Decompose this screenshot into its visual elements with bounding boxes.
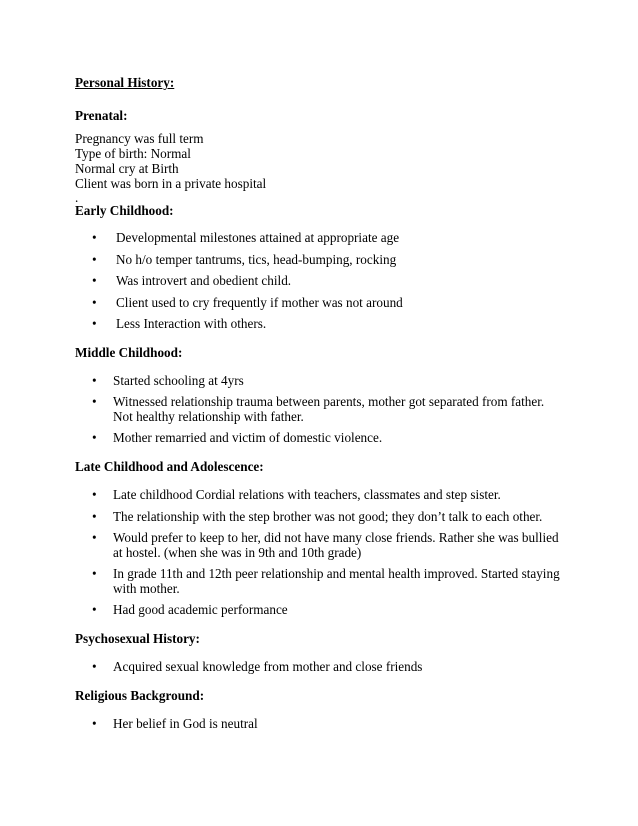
late-childhood-item: Had good academic performance xyxy=(113,602,288,617)
prenatal-line: Normal cry at Birth xyxy=(75,161,179,176)
prenatal-line: Pregnancy was full term xyxy=(75,131,204,146)
bullet: • xyxy=(92,509,97,524)
bullet: • xyxy=(92,373,97,388)
late-childhood-heading: Late Childhood and Adolescence: xyxy=(75,459,264,474)
prenatal-line: Client was born in a private hospital xyxy=(75,176,267,191)
middle-childhood-heading: Middle Childhood: xyxy=(75,345,183,360)
bullet: • xyxy=(92,530,97,545)
bullet: • xyxy=(92,487,97,502)
bullet: • xyxy=(92,659,97,674)
late-childhood-item: Late childhood Cordial relations with teachers, classmates and step sister. xyxy=(113,487,501,502)
bullet: • xyxy=(92,430,97,445)
prenatal-heading: Prenatal: xyxy=(75,108,128,123)
bullet: • xyxy=(92,316,97,331)
middle-childhood-item: Started schooling at 4yrs xyxy=(113,373,244,388)
bullet: • xyxy=(92,566,97,581)
early-childhood-heading: Early Childhood: xyxy=(75,203,174,218)
early-childhood-item: Developmental milestones attained at appropriate age xyxy=(116,230,400,245)
bullet: • xyxy=(92,602,97,617)
personal-history-heading: Personal History: xyxy=(75,75,175,90)
late-childhood-item: Would prefer to keep to her, did not have many close friends. Rather she was bullied at hostel. (when she was in 9th and 10th grade) xyxy=(113,530,559,560)
middle-childhood-item: Mother remarried and victim of domestic violence. xyxy=(113,430,383,445)
religious-heading: Religious Background: xyxy=(75,688,205,703)
late-childhood-item: In grade 11th and 12th peer relationship and mental health improved. Started staying with mother. xyxy=(113,566,560,596)
bullet: • xyxy=(92,295,97,310)
bullet: • xyxy=(92,394,97,409)
prenatal-line: . xyxy=(75,190,79,205)
late-childhood-item: The relationship with the step brother was not good; they don’t talk to each other. xyxy=(113,509,543,524)
psychosexual-item: Acquired sexual knowledge from mother and close friends xyxy=(113,659,423,674)
middle-childhood-item: Witnessed relationship trauma between parents, mother got separated from father. Not healthy relationship with father. xyxy=(113,394,545,424)
early-childhood-item: Was introvert and obedient child. xyxy=(116,273,292,288)
early-childhood-item: Less Interaction with others. xyxy=(116,316,267,331)
religious-item: Her belief in God is neutral xyxy=(113,716,258,731)
psychosexual-heading: Psychosexual History: xyxy=(75,631,200,646)
bullet: • xyxy=(92,273,97,288)
bullet: • xyxy=(92,230,97,245)
prenatal-line: Type of birth: Normal xyxy=(75,146,191,161)
bullet: • xyxy=(92,716,97,731)
bullet: • xyxy=(92,252,97,267)
early-childhood-item: Client used to cry frequently if mother was not around xyxy=(116,295,403,310)
early-childhood-item: No h/o temper tantrums, tics, head-bumping, rocking xyxy=(116,252,397,267)
